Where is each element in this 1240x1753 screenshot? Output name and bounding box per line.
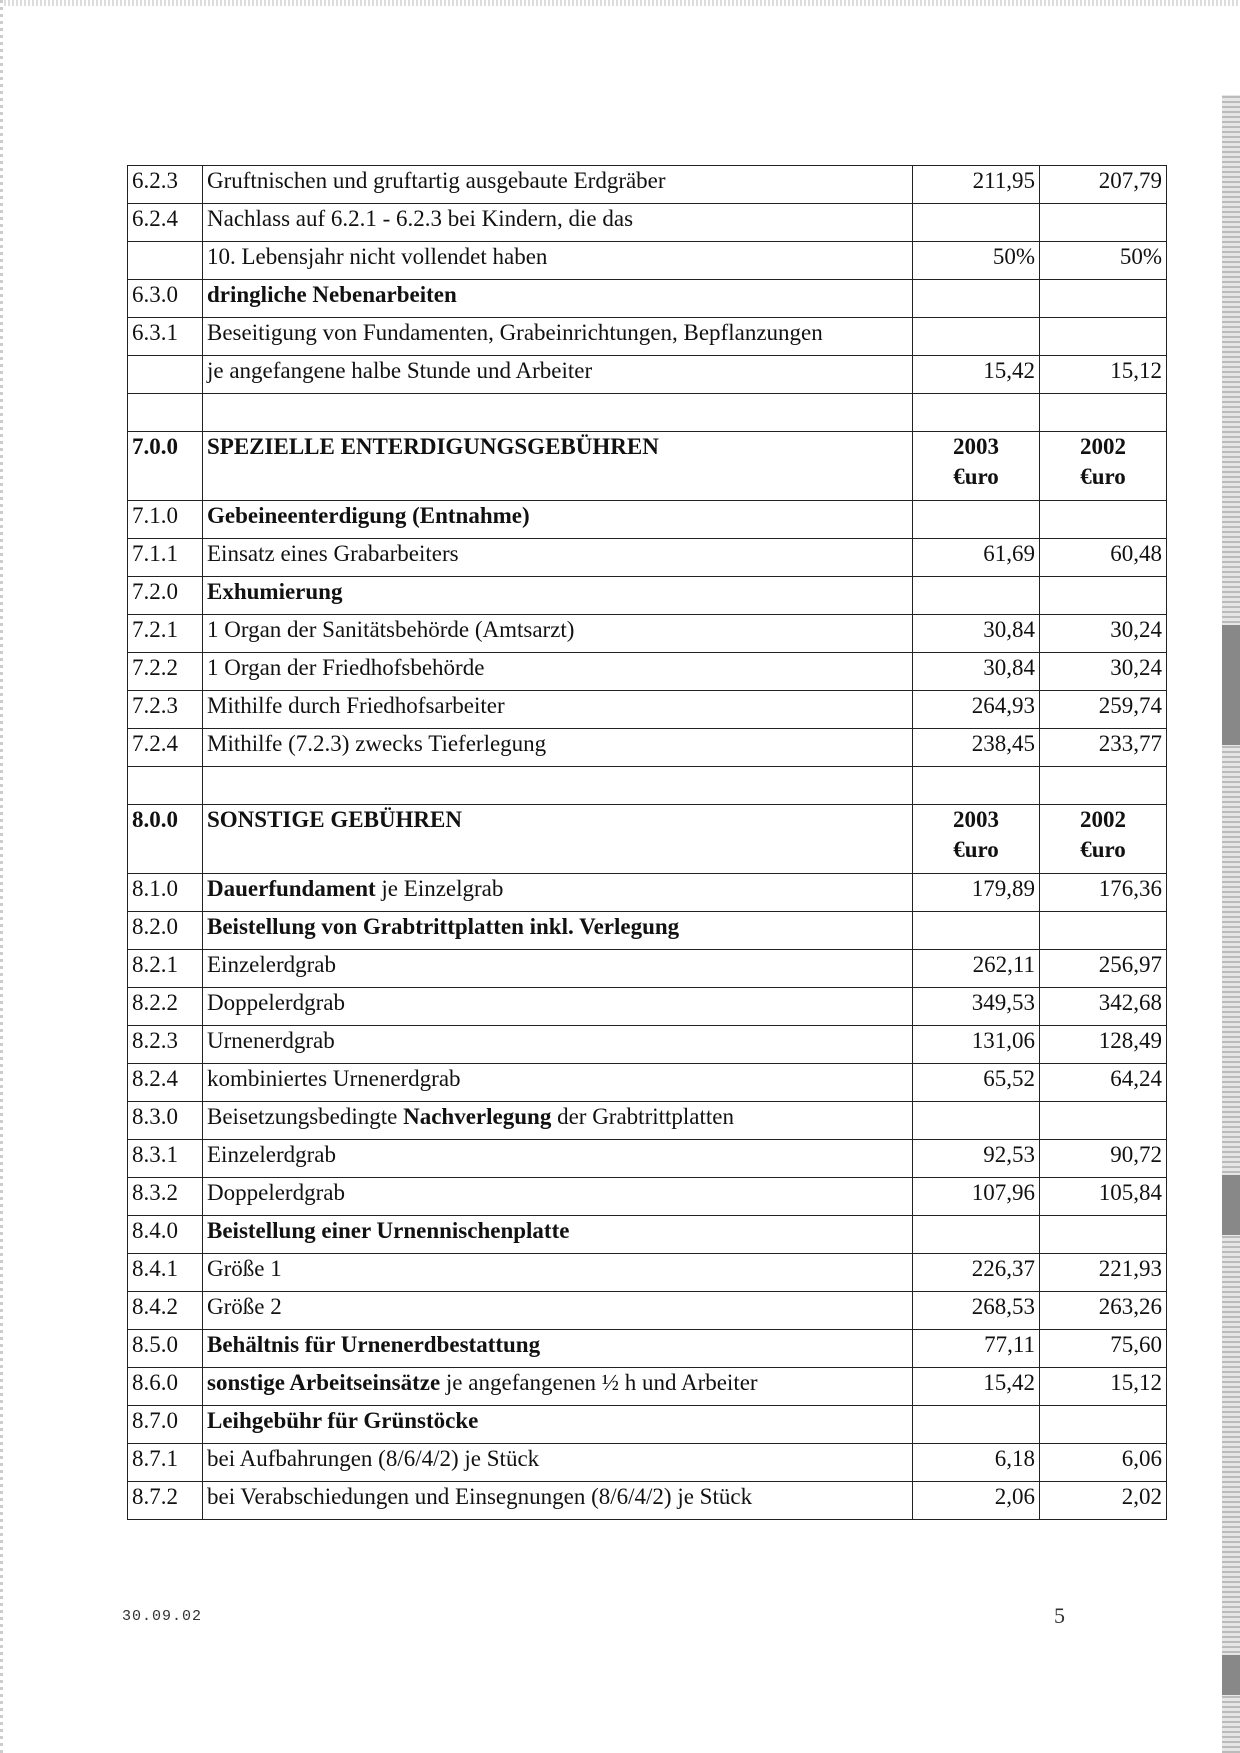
year-2002: 2002: [1080, 434, 1126, 459]
item-number: [128, 1216, 203, 1254]
section-number: 8.0.0: [132, 807, 178, 832]
value-2002: [1040, 280, 1167, 318]
section-title: SPEZIELLE ENTERDIGUNGSGEBÜHREN: [207, 434, 659, 459]
number-text: 7.2.4: [132, 731, 178, 756]
item-number: [128, 539, 203, 577]
desc-bold-text: Exhumierung: [207, 579, 343, 604]
currency-unit: €uro: [1080, 464, 1126, 489]
desc-text: je angefangenen ½ h und Arbeiter: [440, 1370, 758, 1395]
value-2003: [913, 912, 1040, 950]
number-text: 6.2.3: [132, 168, 178, 193]
number-text: 7.2.2: [132, 655, 178, 680]
value-2003: [913, 318, 1040, 356]
value-2003: [913, 653, 1040, 691]
desc-text: je angefangene halbe Stunde und Arbeiter: [207, 358, 593, 383]
value-2003: [913, 432, 1040, 501]
amount: 30,84: [983, 617, 1035, 642]
value-2002: [1040, 988, 1167, 1026]
number-text: 8.2.2: [132, 990, 178, 1015]
item-number: [128, 874, 203, 912]
item-number: [128, 204, 203, 242]
number-text: 7.1.1: [132, 541, 178, 566]
number-text: 7.1.0: [132, 503, 178, 528]
number-text: 8.6.0: [132, 1370, 178, 1395]
number-text: 8.4.0: [132, 1218, 178, 1243]
value-2003: [913, 1026, 1040, 1064]
amount: 349,53: [971, 990, 1035, 1015]
amount: 92,53: [983, 1142, 1035, 1167]
desc-text: Urnenerdgrab: [207, 1028, 335, 1053]
table-row: [128, 539, 1167, 577]
value-2003: [913, 729, 1040, 767]
item-number: [128, 318, 203, 356]
item-number: [128, 242, 203, 280]
table-row: [128, 1216, 1167, 1254]
amount: 2,02: [1121, 1484, 1162, 1509]
scan-edge-right: [1222, 95, 1240, 1753]
amount: 15,12: [1110, 1370, 1162, 1395]
table-row: [128, 356, 1167, 394]
amount: 105,84: [1098, 1180, 1162, 1205]
desc-text: 1 Organ der Friedhofsbehörde: [207, 655, 485, 680]
item-number: [128, 805, 203, 874]
value-2002: [1040, 874, 1167, 912]
amount: 107,96: [971, 1180, 1035, 1205]
item-number: [128, 1026, 203, 1064]
desc-text: Doppelerdgrab: [207, 990, 345, 1015]
item-number: [128, 1368, 203, 1406]
amount: 6,18: [994, 1446, 1035, 1471]
number-text: 8.2.4: [132, 1066, 178, 1091]
item-description: [203, 950, 913, 988]
desc-text: Beseitigung von Fundamenten, Grabeinrichtungen, Bepflanzungen: [207, 320, 823, 345]
item-description: [203, 1178, 913, 1216]
desc-bold-text: Beistellung von Grabtrittplatten inkl. Verlegung: [207, 914, 680, 939]
item-description: [203, 432, 913, 501]
table-row: [128, 166, 1167, 204]
table-row: [128, 653, 1167, 691]
desc-bold-text: Beistellung einer Urnennischenplatte: [207, 1218, 570, 1243]
section-header-row: [128, 805, 1167, 874]
value-2002: [1040, 1102, 1167, 1140]
desc-text: Einzelerdgrab: [207, 952, 336, 977]
desc-text: Mithilfe (7.2.3) zwecks Tieferlegung: [207, 731, 547, 756]
table-row: [128, 988, 1167, 1026]
table-row: [128, 615, 1167, 653]
currency-unit: €uro: [953, 464, 999, 489]
item-number: [128, 691, 203, 729]
scan-edge-top: [0, 0, 1240, 6]
amount: 211,95: [972, 168, 1035, 193]
desc-text: Nachlass auf 6.2.1 - 6.2.3 bei Kindern, die das: [207, 206, 634, 231]
desc-text: 1 Organ der Sanitätsbehörde (Amtsarzt): [207, 617, 575, 642]
number-text: 6.3.0: [132, 282, 178, 307]
table-row: [128, 242, 1167, 280]
item-number: [128, 1064, 203, 1102]
value-2003: [913, 1140, 1040, 1178]
year-2003: 2003: [953, 807, 999, 832]
item-number: [128, 950, 203, 988]
amount: 238,45: [971, 731, 1035, 756]
amount: 263,26: [1098, 1294, 1162, 1319]
item-description: [203, 1254, 913, 1292]
item-description: [203, 501, 913, 539]
amount: 259,74: [1098, 693, 1162, 718]
table-row: [128, 1026, 1167, 1064]
item-description: [203, 653, 913, 691]
item-description: [203, 1102, 913, 1140]
value-2003: [913, 615, 1040, 653]
desc-text: Beisetzungsbedingte: [207, 1104, 404, 1129]
value-2003: [913, 950, 1040, 988]
value-2002: [1040, 1140, 1167, 1178]
value-2003: [913, 1368, 1040, 1406]
table-row: [128, 1292, 1167, 1330]
table-row: [128, 1444, 1167, 1482]
number-text: 8.5.0: [132, 1332, 178, 1357]
value-2002: [1040, 356, 1167, 394]
amount: 128,49: [1098, 1028, 1162, 1053]
table-row: [128, 912, 1167, 950]
value-2002: [1040, 912, 1167, 950]
item-description: [203, 912, 913, 950]
amount: 256,97: [1098, 952, 1162, 977]
item-description: [203, 577, 913, 615]
item-description: [203, 1026, 913, 1064]
value-2003: [913, 501, 1040, 539]
item-number: [128, 1254, 203, 1292]
item-description: [203, 1292, 913, 1330]
table-row: [128, 1330, 1167, 1368]
table-row: [128, 1102, 1167, 1140]
value-2003: [913, 1482, 1040, 1520]
amount: 342,68: [1098, 990, 1162, 1015]
item-description: [203, 1140, 913, 1178]
item-number: [128, 912, 203, 950]
value-2003: [913, 1254, 1040, 1292]
value-2003: [913, 242, 1040, 280]
desc-text: Größe 2: [207, 1294, 282, 1319]
amount: 226,37: [971, 1256, 1035, 1281]
amount: 75,60: [1110, 1332, 1162, 1357]
item-description: [203, 394, 913, 432]
amount: 60,48: [1110, 541, 1162, 566]
desc-bold-text: Behältnis für Urnenerdbestattung: [207, 1332, 541, 1357]
item-description: [203, 1444, 913, 1482]
currency-unit: €uro: [1080, 837, 1126, 862]
desc-text: je Einzelgrab: [375, 876, 504, 901]
amount: 207,79: [1098, 168, 1162, 193]
item-description: [203, 615, 913, 653]
item-description: [203, 1216, 913, 1254]
amount: 6,06: [1121, 1446, 1162, 1471]
number-text: 8.3.1: [132, 1142, 178, 1167]
value-2003: [913, 874, 1040, 912]
value-2002: [1040, 394, 1167, 432]
value-2002: [1040, 204, 1167, 242]
value-2002: [1040, 539, 1167, 577]
value-2003: [913, 539, 1040, 577]
desc-text: Mithilfe durch Friedhofsarbeiter: [207, 693, 505, 718]
amount: 262,11: [972, 952, 1035, 977]
table-row: [128, 691, 1167, 729]
value-2003: [913, 1102, 1040, 1140]
table-row: [128, 501, 1167, 539]
item-description: [203, 729, 913, 767]
item-number: [128, 1102, 203, 1140]
amount: 50%: [1119, 244, 1162, 269]
amount: 30,24: [1110, 617, 1162, 642]
item-number: [128, 767, 203, 805]
number-text: 8.2.3: [132, 1028, 178, 1053]
number-text: 8.7.2: [132, 1484, 178, 1509]
number-text: 8.7.1: [132, 1446, 178, 1471]
value-2003: [913, 577, 1040, 615]
amount: 2,06: [994, 1484, 1035, 1509]
section-title: SONSTIGE GEBÜHREN: [207, 807, 462, 832]
value-2002: [1040, 432, 1167, 501]
desc-bold-text: Leihgebühr für Grünstöcke: [207, 1408, 479, 1433]
amount: 64,24: [1110, 1066, 1162, 1091]
desc-bold-text: Dauerfundament: [207, 876, 376, 901]
section-header-row: [128, 432, 1167, 501]
number-text: 8.2.0: [132, 914, 178, 939]
item-number: [128, 1178, 203, 1216]
amount: 65,52: [983, 1066, 1035, 1091]
table-row: [128, 577, 1167, 615]
amount: 179,89: [971, 876, 1035, 901]
value-2003: [913, 1292, 1040, 1330]
value-2002: [1040, 767, 1167, 805]
amount: 50%: [992, 244, 1035, 269]
table-row: [128, 1254, 1167, 1292]
desc-text: bei Aufbahrungen (8/6/4/2) je Stück: [207, 1446, 540, 1471]
value-2003: [913, 356, 1040, 394]
item-number: [128, 356, 203, 394]
desc-text: Doppelerdgrab: [207, 1180, 345, 1205]
value-2002: [1040, 1064, 1167, 1102]
value-2003: [913, 691, 1040, 729]
value-2002: [1040, 805, 1167, 874]
number-text: 8.3.2: [132, 1180, 178, 1205]
value-2003: [913, 1330, 1040, 1368]
blank-row: [128, 394, 1167, 432]
item-description: [203, 356, 913, 394]
desc-text: der Grabtrittplatten: [551, 1104, 734, 1129]
value-2002: [1040, 501, 1167, 539]
table-row: [128, 1368, 1167, 1406]
desc-bold-text: sonstige Arbeitseinsätze: [207, 1370, 441, 1395]
value-2002: [1040, 1254, 1167, 1292]
item-description: [203, 539, 913, 577]
item-description: [203, 166, 913, 204]
year-2002: 2002: [1080, 807, 1126, 832]
item-description: [203, 280, 913, 318]
value-2002: [1040, 653, 1167, 691]
item-description: [203, 1406, 913, 1444]
value-2002: [1040, 1406, 1167, 1444]
amount: 30,84: [983, 655, 1035, 680]
desc-bold-text: Nachverlegung: [403, 1104, 552, 1129]
number-text: 8.4.1: [132, 1256, 178, 1281]
item-number: [128, 1330, 203, 1368]
item-number: [128, 1482, 203, 1520]
item-number: [128, 988, 203, 1026]
item-description: [203, 988, 913, 1026]
table-row: [128, 1482, 1167, 1520]
value-2002: [1040, 577, 1167, 615]
amount: 268,53: [971, 1294, 1035, 1319]
item-description: [203, 204, 913, 242]
item-number: [128, 280, 203, 318]
item-number: [128, 615, 203, 653]
amount: 131,06: [971, 1028, 1035, 1053]
value-2002: [1040, 950, 1167, 988]
item-number: [128, 1406, 203, 1444]
item-number: [128, 1444, 203, 1482]
value-2002: [1040, 318, 1167, 356]
value-2003: [913, 805, 1040, 874]
value-2002: [1040, 1482, 1167, 1520]
value-2002: [1040, 729, 1167, 767]
value-2002: [1040, 691, 1167, 729]
year-2003: 2003: [953, 434, 999, 459]
value-2003: [913, 767, 1040, 805]
blank-row: [128, 767, 1167, 805]
desc-text: Einsatz eines Grabarbeiters: [207, 541, 459, 566]
value-2003: [913, 988, 1040, 1026]
value-2002: [1040, 615, 1167, 653]
amount: 61,69: [983, 541, 1035, 566]
number-text: 8.4.2: [132, 1294, 178, 1319]
value-2002: [1040, 1444, 1167, 1482]
value-2002: [1040, 1026, 1167, 1064]
item-description: [203, 805, 913, 874]
value-2002: [1040, 1368, 1167, 1406]
desc-bold-text: Gebeineenterdigung (Entnahme): [207, 503, 530, 528]
table-row: [128, 950, 1167, 988]
number-text: 7.2.1: [132, 617, 178, 642]
amount: 233,77: [1098, 731, 1162, 756]
table-row: [128, 1064, 1167, 1102]
item-description: [203, 767, 913, 805]
value-2003: [913, 204, 1040, 242]
desc-text: kombiniertes Urnenerdgrab: [207, 1066, 461, 1091]
value-2002: [1040, 242, 1167, 280]
value-2002: [1040, 166, 1167, 204]
table-row: [128, 1178, 1167, 1216]
value-2002: [1040, 1178, 1167, 1216]
item-number: [128, 729, 203, 767]
amount: 15,42: [983, 1370, 1035, 1395]
item-number: [128, 653, 203, 691]
item-number: [128, 166, 203, 204]
scan-edge-left: [0, 0, 3, 1753]
desc-text: 10. Lebensjahr nicht vollendet haben: [207, 244, 548, 269]
value-2002: [1040, 1330, 1167, 1368]
footer-date: 30.09.02: [122, 1608, 203, 1625]
value-2003: [913, 1064, 1040, 1102]
amount: 264,93: [971, 693, 1035, 718]
table-row: [128, 280, 1167, 318]
item-description: [203, 318, 913, 356]
desc-text: bei Verabschiedungen und Einsegnungen (8/6/4/2) je Stück: [207, 1484, 753, 1509]
page-number: 5: [1054, 1603, 1065, 1628]
value-2002: [1040, 1292, 1167, 1330]
number-text: 8.1.0: [132, 876, 178, 901]
value-2003: [913, 166, 1040, 204]
table-row: [128, 1406, 1167, 1444]
value-2003: [913, 1216, 1040, 1254]
item-number: [128, 1292, 203, 1330]
table-row: [128, 874, 1167, 912]
item-number: [128, 501, 203, 539]
number-text: 8.7.0: [132, 1408, 178, 1433]
amount: 15,42: [983, 358, 1035, 383]
item-number: [128, 432, 203, 501]
number-text: 7.2.3: [132, 693, 178, 718]
value-2002: [1040, 1216, 1167, 1254]
item-description: [203, 242, 913, 280]
item-description: [203, 1482, 913, 1520]
item-description: [203, 1064, 913, 1102]
desc-text: Größe 1: [207, 1256, 282, 1281]
value-2003: [913, 394, 1040, 432]
value-2003: [913, 1444, 1040, 1482]
item-description: [203, 1330, 913, 1368]
item-number: [128, 1140, 203, 1178]
item-description: [203, 1368, 913, 1406]
number-text: 8.3.0: [132, 1104, 178, 1129]
currency-unit: €uro: [953, 837, 999, 862]
table-row: [128, 204, 1167, 242]
item-description: [203, 874, 913, 912]
value-2003: [913, 280, 1040, 318]
item-number: [128, 394, 203, 432]
amount: 77,11: [984, 1332, 1035, 1357]
desc-text: Gruftnischen und gruftartig ausgebaute Erdgräber: [207, 168, 666, 193]
number-text: 6.2.4: [132, 206, 178, 231]
amount: 176,36: [1098, 876, 1162, 901]
item-description: [203, 691, 913, 729]
table-row: [128, 729, 1167, 767]
table-row: [128, 318, 1167, 356]
amount: 30,24: [1110, 655, 1162, 680]
number-text: 8.2.1: [132, 952, 178, 977]
item-number: [128, 577, 203, 615]
value-2003: [913, 1178, 1040, 1216]
section-number: 7.0.0: [132, 434, 178, 459]
desc-text: Einzelerdgrab: [207, 1142, 336, 1167]
number-text: 6.3.1: [132, 320, 178, 345]
fee-table: [127, 165, 1167, 1520]
table-row: [128, 1140, 1167, 1178]
amount: 221,93: [1098, 1256, 1162, 1281]
desc-bold-text: dringliche Nebenarbeiten: [207, 282, 457, 307]
amount: 15,12: [1110, 358, 1162, 383]
amount: 90,72: [1110, 1142, 1162, 1167]
number-text: 7.2.0: [132, 579, 178, 604]
value-2003: [913, 1406, 1040, 1444]
